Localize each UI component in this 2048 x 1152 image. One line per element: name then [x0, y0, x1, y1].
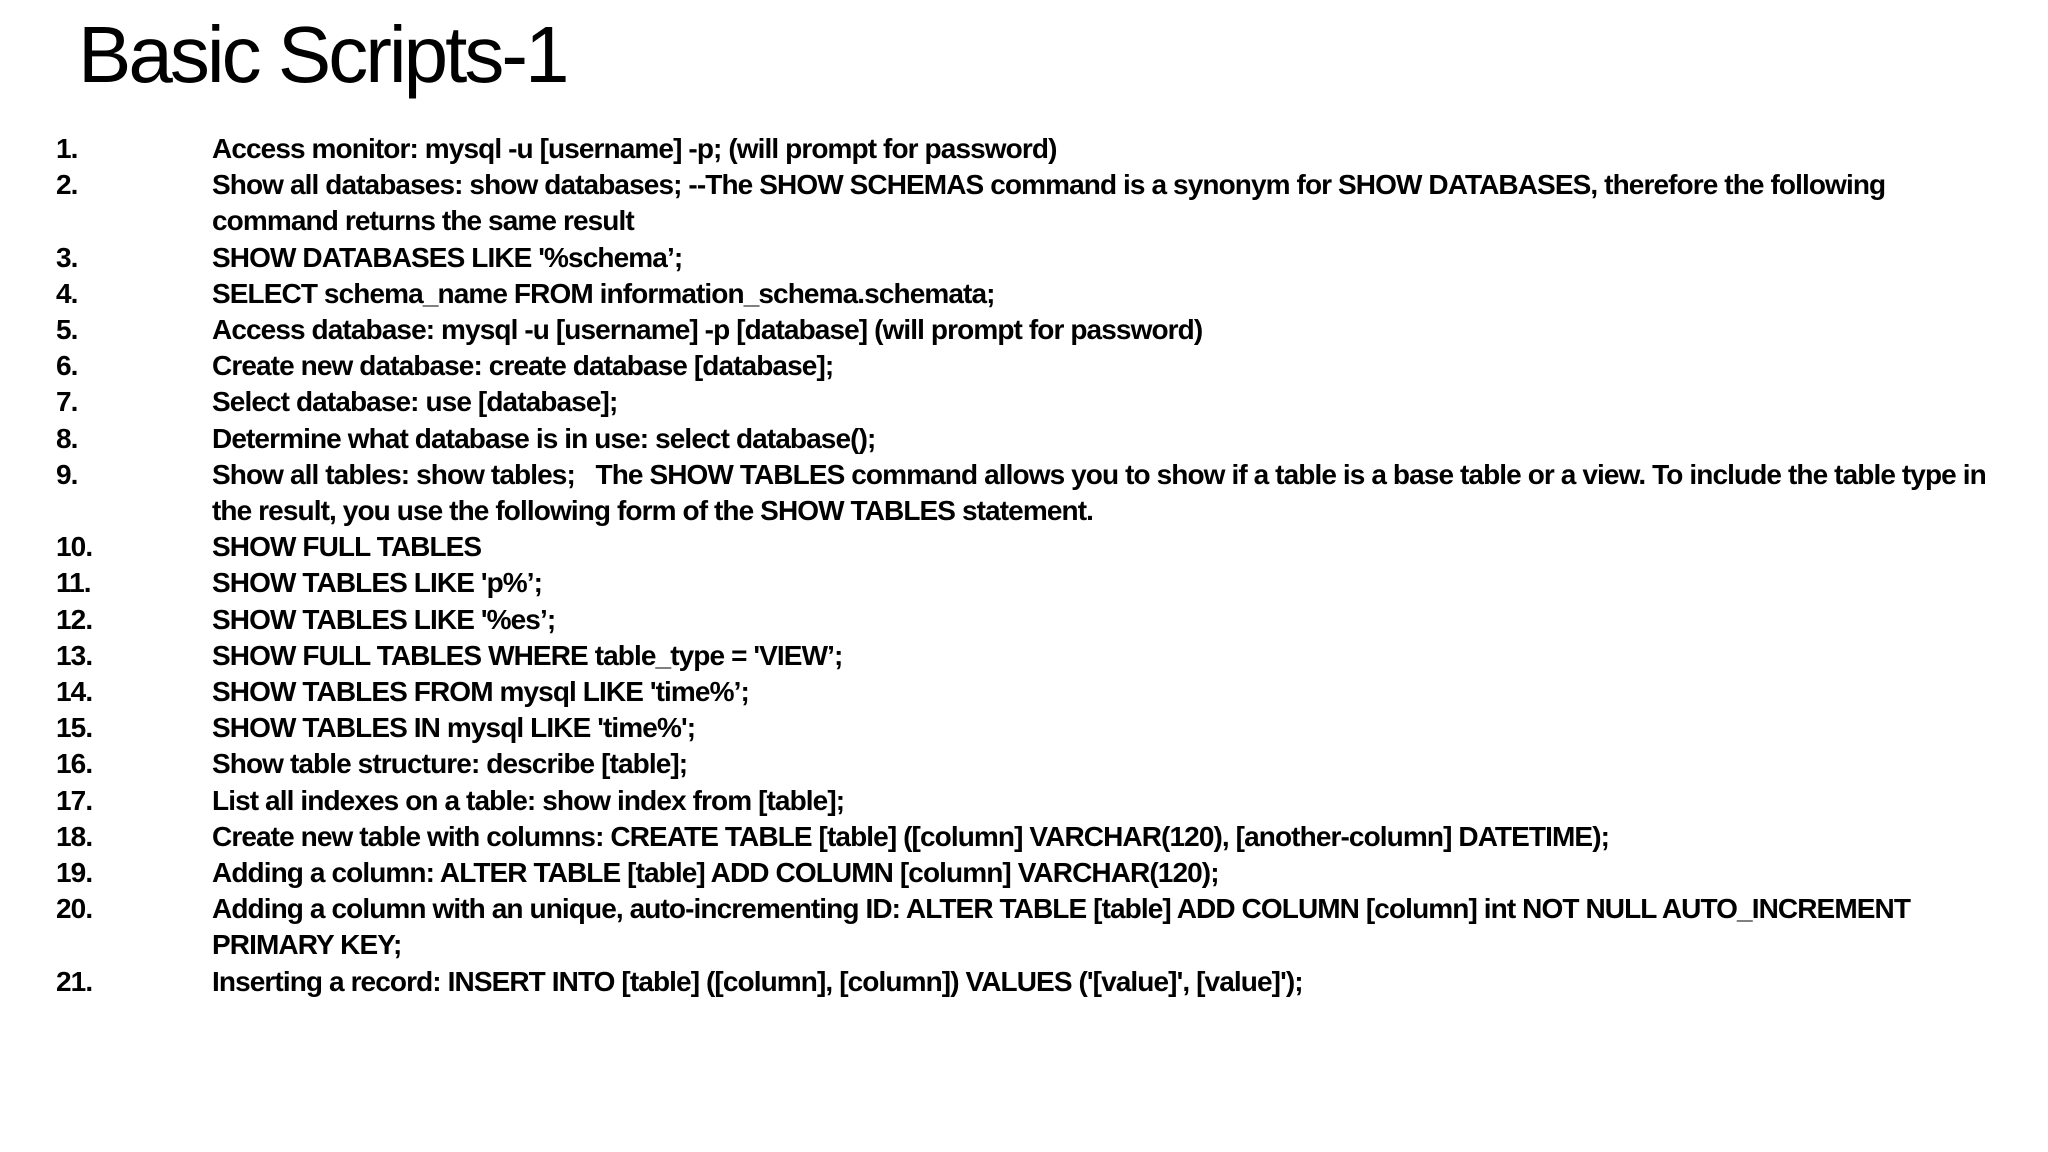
list-item — [0, 131, 2048, 167]
list-item-line: SHOW FULL TABLES WHERE table_type = 'VIEW’; — [212, 639, 843, 671]
list-item-text — [212, 529, 2012, 565]
list-item-text — [212, 565, 2012, 601]
list-item-text — [212, 348, 2012, 384]
list-item-line: Show table structure: describe [table]; — [212, 748, 688, 780]
list-item — [0, 457, 2048, 529]
list-item — [0, 674, 2048, 710]
list-item — [0, 891, 2048, 963]
list-item — [0, 529, 2048, 565]
list-item-text — [212, 602, 2012, 638]
list-item — [0, 384, 2048, 420]
list-item — [0, 312, 2048, 348]
list-item-line: Inserting a record: INSERT INTO [table] ([column], [column]) VALUES ('[value]', [value]'); — [212, 965, 1303, 997]
list-item-line: Show all databases: show databases; --The SHOW SCHEMAS command is a synonym for SHOW DATABASES, therefore the following — [212, 169, 1886, 201]
list-item-number: 7. — [56, 386, 78, 418]
list-item-line: SHOW TABLES FROM mysql LIKE 'time%’; — [212, 676, 749, 708]
list-item — [0, 855, 2048, 891]
list-item-line: Create new table with columns: CREATE TABLE [table] ([column] VARCHAR(120), [another-column] DATETIME); — [212, 820, 1610, 852]
numbered-script-list — [0, 131, 2048, 1000]
list-item-text — [212, 783, 2012, 819]
list-item-line: PRIMARY KEY; — [212, 929, 402, 961]
list-item-text — [212, 964, 2012, 1000]
list-item-number: 21. — [56, 965, 93, 997]
list-item-text — [212, 131, 2012, 167]
list-item-text — [212, 638, 2012, 674]
list-item-number: 15. — [56, 712, 93, 744]
list-item-number: 11. — [56, 567, 91, 599]
list-item-line: Create new database: create database [database]; — [212, 350, 834, 382]
list-item-line: Show all tables: show tables; The SHOW TABLES command allows you to show if a table is a base table or a view. To include the table type in — [212, 458, 1986, 490]
list-item-number: 1. — [56, 133, 78, 164]
list-item-line: Adding a column with an unique, auto-incrementing ID: ALTER TABLE [table] ADD COLUMN [column] int NOT NULL AUTO_INCREMENT — [212, 893, 1911, 925]
list-item-text — [212, 674, 2012, 710]
list-item — [0, 746, 2048, 782]
slide-title: Basic Scripts-1 — [78, 10, 567, 99]
list-item-line: Access monitor: mysql -u [username] -p; (will prompt for password) — [212, 133, 1057, 164]
list-item-text — [212, 457, 2012, 529]
list-item-number: 20. — [56, 893, 93, 925]
list-item — [0, 348, 2048, 384]
list-item-text — [212, 384, 2012, 420]
list-item-number: 19. — [56, 857, 93, 889]
list-item-text — [212, 855, 2012, 891]
list-item — [0, 240, 2048, 276]
list-item-number: 13. — [56, 639, 93, 671]
list-item — [0, 964, 2048, 1000]
list-item-line: Select database: use [database]; — [212, 386, 618, 418]
list-item-text — [212, 746, 2012, 782]
list-item — [0, 421, 2048, 457]
list-item-number: 10. — [56, 531, 93, 563]
list-item-text — [212, 167, 2012, 239]
list-item — [0, 819, 2048, 855]
list-item-text — [212, 819, 2012, 855]
list-item-number: 6. — [56, 350, 78, 382]
list-item-text — [212, 276, 2012, 312]
list-item-line: SHOW DATABASES LIKE '%schema’; — [212, 241, 683, 273]
list-item-line: SHOW TABLES LIKE '%es’; — [212, 603, 556, 635]
list-item — [0, 276, 2048, 312]
list-item-number: 14. — [56, 676, 93, 708]
list-item — [0, 710, 2048, 746]
list-item-number: 9. — [56, 458, 78, 490]
list-item-line: Access database: mysql -u [username] -p [database] (will prompt for password) — [212, 314, 1203, 346]
list-item-text — [212, 312, 2012, 348]
list-item — [0, 783, 2048, 819]
list-item-number: 8. — [56, 422, 78, 454]
list-item-text — [212, 710, 2012, 746]
list-item — [0, 565, 2048, 601]
list-item — [0, 638, 2048, 674]
list-item-text — [212, 240, 2012, 276]
list-item-line: Adding a column: ALTER TABLE [table] ADD COLUMN [column] VARCHAR(120); — [212, 857, 1219, 889]
list-item-line: SHOW FULL TABLES — [212, 531, 482, 563]
list-item-number: 4. — [56, 277, 78, 309]
list-item-line: the result, you use the following form of the SHOW TABLES statement. — [212, 495, 1093, 527]
list-item-number: 3. — [56, 241, 78, 273]
list-item-number: 17. — [56, 784, 93, 816]
list-item-number: 18. — [56, 820, 93, 852]
list-item-number: 2. — [56, 169, 78, 201]
list-item — [0, 602, 2048, 638]
list-item-line: Determine what database is in use: select database(); — [212, 422, 876, 454]
list-item-number: 12. — [56, 603, 93, 635]
list-item-text — [212, 891, 2012, 963]
list-item-line: SELECT schema_name FROM information_schema.schemata; — [212, 277, 995, 309]
list-item-line: List all indexes on a table: show index from [table]; — [212, 784, 845, 816]
list-item-text — [212, 421, 2012, 457]
list-item-line: SHOW TABLES LIKE 'p%’; — [212, 567, 543, 599]
list-item-number: 5. — [56, 314, 78, 346]
list-item-number: 16. — [56, 748, 93, 780]
list-item-line: SHOW TABLES IN mysql LIKE 'time%'; — [212, 712, 696, 744]
list-item-line: command returns the same result — [212, 205, 634, 237]
list-item — [0, 167, 2048, 239]
